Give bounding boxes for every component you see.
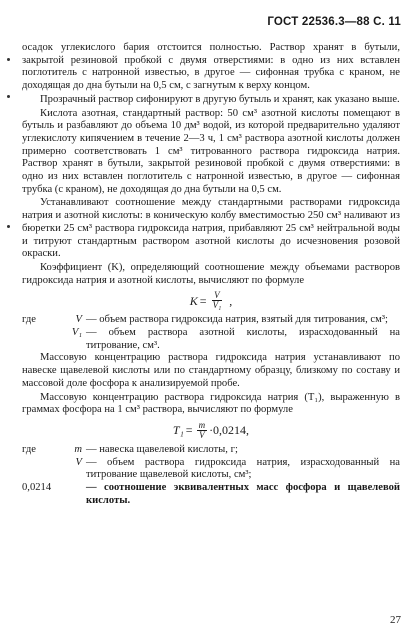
paragraph: Массовую концентрацию раствора гидроксида натрия (T₁), выраженную в граммах фосфора на 1 см³ раствора, вычисляют по формуле	[22, 391, 400, 416]
definition-text: — соотношение эквивалентных масс фосфора и щавелевой кислоты.	[86, 482, 400, 506]
margin-mark	[7, 225, 10, 228]
definition-row	[22, 327, 400, 352]
fraction-numerator: V	[214, 290, 220, 301]
definition-row	[22, 314, 400, 327]
paragraph: Прозрачный раствор сифонируют в другую бутыль и хранят, как указано выше.	[40, 93, 400, 105]
formula-tail: ,	[229, 293, 233, 308]
definition-text: — навеска щавелевой кислоты, г;	[86, 443, 238, 455]
definition-symbol	[62, 482, 86, 507]
fraction-numerator: m	[198, 419, 206, 430]
formula-eq: =	[185, 423, 193, 438]
definition-row	[22, 482, 400, 507]
definition-symbol: V₁	[71, 327, 82, 339]
formula-eq: =	[199, 293, 207, 308]
definition-symbol: V	[75, 456, 82, 468]
formula-k	[22, 291, 400, 310]
page-number: 27	[390, 614, 401, 626]
margin-mark	[7, 58, 10, 61]
definition-label	[22, 327, 58, 352]
paragraph: осадок углекислого бария отстоится полностью. Раствор хранят в бутыли, закрытой резиновой пробкой с двумя отверстиями: в одно из них вставлен поглотитель с натронной известью, в другое — сифонная трубка с краном, не доходящая до дна бутыли на 0,5 см, с загнутым к верху концом.	[22, 42, 400, 92]
definition-row	[22, 444, 400, 457]
paragraph: Устанавливают соотношение между стандартными растворами гидроксида натрия и азотной кислоты: в коническую колбу вместимостью 250 см³ наливают из бюретки 25 см³ раствора гидроксида натрия, прибавляют 25 см³ нейтральной воды и титруют стандартным раствором азотной кислоты до исчезновения розовой окраски.	[22, 197, 400, 260]
definition-symbol: m	[74, 443, 82, 455]
formula-lhs: T₁	[172, 423, 184, 438]
paragraph: Кислота азотная, стандартный раствор: 50 см³ азотной кислоты помещают в бутыль и разбавляют до объема 10 дм³ водой, из которой предварительно удаляют углекислоту кипячением в течение 2—3 ч, 1 см³ раствора азотной кислоты должен примерно соответствовать 1 см³ титрованного раствора гидроксида натрия. Раствор хранят в бутыли, закрытой резиновой пробкой с двумя отверстиями: в одно из них вставлен поглотитель с натронной известью, в другое — сифонная трубка (с краном), не доходящая до дна бутыли на 0,5 см.	[22, 107, 400, 195]
formula-lhs: K	[189, 293, 198, 308]
document-body	[22, 42, 400, 508]
formula-t1	[22, 421, 400, 440]
paragraph: Коэффициент (K), определяющий соотношение между объемами растворов гидроксида натрия и азотной кислоты, вычисляют по формуле	[22, 261, 400, 286]
fraction-denominator: V₁	[212, 300, 222, 311]
fraction-denominator: V	[199, 429, 205, 440]
definition-label: где	[22, 443, 36, 455]
paragraph: Массовую концентрацию раствора гидроксида натрия устанавливают по навеске щавелевой кислоты или по стандартному образцу, близкому по составу и массовой доле фосфора к анализируемой пробе.	[22, 352, 400, 389]
margin-mark	[7, 95, 10, 98]
page-header: ГОСТ 22536.3—88 С. 11	[267, 16, 401, 28]
formula-tail: ·0,0214,	[209, 423, 250, 438]
definition-label: 0,0214	[22, 482, 52, 494]
formula-fraction	[211, 291, 224, 310]
definition-symbol: V	[75, 314, 82, 326]
definition-label: где	[22, 314, 36, 326]
definition-row	[22, 457, 400, 482]
definition-text: — объем раствора гидроксида натрия, израсходованный на титрование щавелевой кислоты, см³;	[86, 456, 400, 481]
definition-text: — объем раствора азотной кислоты, израсходованный на титрование, см³.	[86, 327, 400, 351]
formula-fraction	[197, 421, 208, 440]
definition-text: — объем раствора гидроксида натрия, взятый для титрования, см³;	[86, 314, 388, 326]
definition-label	[22, 457, 58, 482]
